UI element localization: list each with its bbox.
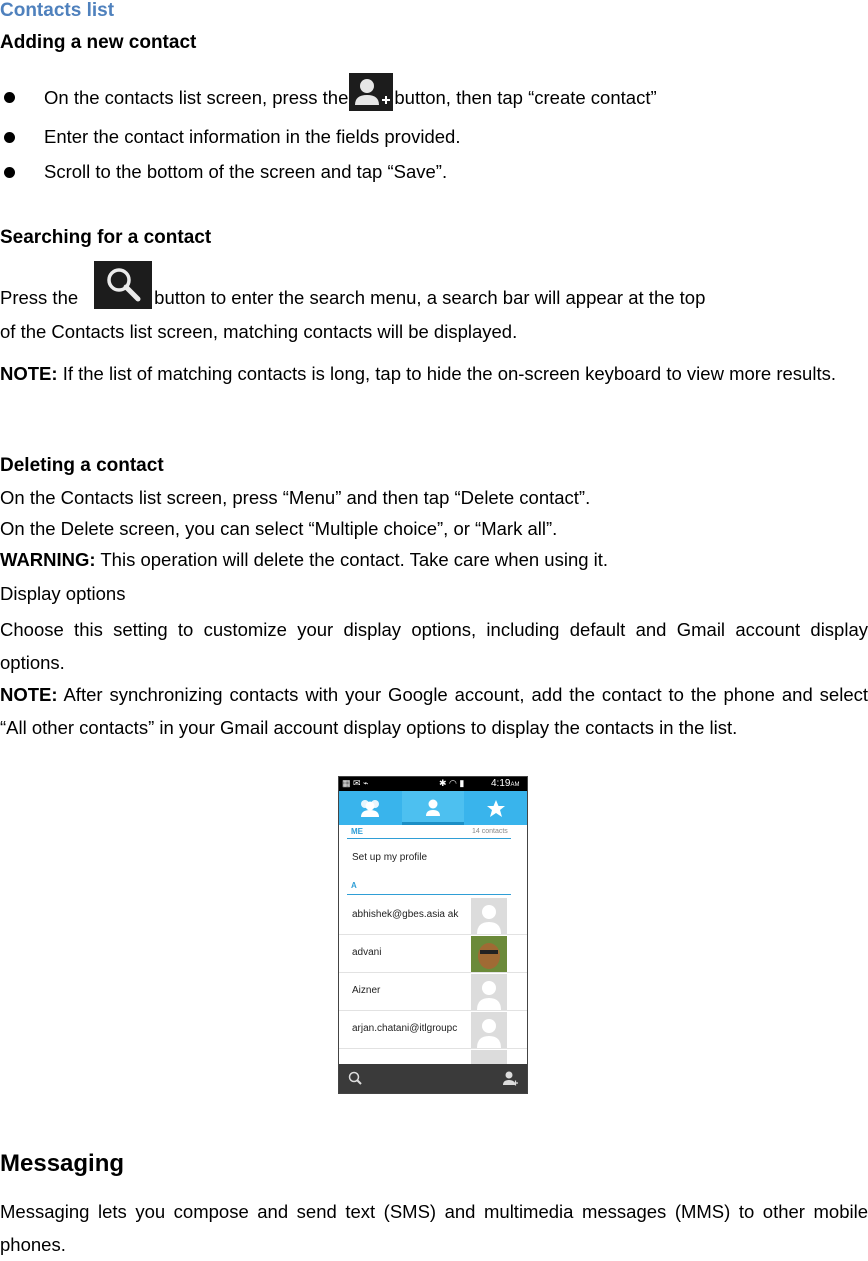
status-time: 4:19AM <box>491 778 520 789</box>
searching-line-2: of the Contacts list screen, matching contacts will be displayed. <box>0 321 518 342</box>
avatar <box>471 974 507 1010</box>
avatar-photo <box>471 936 507 972</box>
step-1-text-after: button, then tap “create contact” <box>394 87 657 108</box>
list-item[interactable] <box>339 897 527 935</box>
bottom-bar <box>339 1064 527 1093</box>
adding-heading: Adding a new contact <box>0 32 197 53</box>
phone-screenshot <box>338 776 528 1094</box>
tab-groups[interactable] <box>339 791 401 825</box>
page-title: Contacts list <box>0 0 115 21</box>
note-text: If the list of matching contacts is long, tap to hide the on-screen keyboard to view more results. <box>57 363 836 384</box>
avatar <box>471 898 507 934</box>
tab-favorites[interactable] <box>465 791 527 825</box>
bullet-dot <box>4 132 15 143</box>
searching-note <box>0 357 868 390</box>
adding-step-2: Enter the contact information in the fields provided. <box>44 126 461 147</box>
bullet-dot <box>4 92 15 103</box>
searching-text-after: button to enter the search menu, a search bar will appear at the top <box>154 287 706 308</box>
tab-contacts[interactable] <box>402 791 464 825</box>
section-a: A <box>351 881 357 890</box>
adding-step-3: Scroll to the bottom of the screen and tap “Save”. <box>44 161 448 182</box>
warning-label: WARNING: <box>0 549 96 570</box>
note-label: NOTE: <box>0 684 58 705</box>
status-icons-right: ✱ ◠ ▮ <box>439 778 465 788</box>
messaging-text: Messaging lets you compose and send text (SMS) and multimedia messages (MMS) to other mobile phones. <box>0 1201 868 1255</box>
deleting-line-1: On the Contacts list screen, press “Menu” and then tap “Delete contact”. <box>0 487 591 508</box>
adding-step-1 <box>44 87 657 111</box>
list-item[interactable] <box>339 935 527 973</box>
search-icon <box>94 261 152 309</box>
list-item[interactable] <box>339 1011 527 1049</box>
status-icons-left: ▦ ✉ ⌁ <box>342 778 369 788</box>
searching-line-1 <box>0 287 705 309</box>
searching-heading: Searching for a contact <box>0 227 212 248</box>
section-divider <box>347 838 511 839</box>
contacts-count: 14 contacts <box>472 828 508 835</box>
display-heading: Display options <box>0 583 126 604</box>
searching-text-before: Press the <box>0 287 79 308</box>
messaging-heading: Messaging <box>0 1150 125 1177</box>
deleting-line-2: On the Delete screen, you can select “Multiple choice”, or “Mark all”. <box>0 518 558 539</box>
add-contact-icon[interactable] <box>503 1072 518 1086</box>
warning-text: This operation will delete the contact. Take care when using it. <box>95 549 609 570</box>
section-divider <box>347 894 511 895</box>
status-bar <box>339 777 527 791</box>
bullet-dot <box>4 167 15 178</box>
display-text: Choose this setting to customize your display options, including default and Gmail account display options. <box>0 619 868 673</box>
note-label: NOTE: <box>0 363 58 384</box>
deleting-warning <box>0 549 608 571</box>
add-contact-icon <box>349 73 393 111</box>
list-item[interactable] <box>339 973 527 1011</box>
contact-name: abhishek@gbes.asia ak <box>352 909 459 920</box>
contact-name: Aizner <box>352 985 381 996</box>
tab-bar <box>339 791 527 825</box>
section-me: ME <box>351 827 363 836</box>
contact-name: arjan.chatani@itlgroupc <box>352 1023 458 1034</box>
search-icon[interactable] <box>350 1073 362 1085</box>
avatar <box>471 1012 507 1048</box>
display-note <box>0 678 868 744</box>
contact-name: advani <box>352 947 382 958</box>
note-text: After synchronizing contacts with your Google account, add the contact to the phone and select “All other contacts” in your Gmail account display options to display the contacts in the list. <box>0 684 868 738</box>
setup-profile[interactable]: Set up my profile <box>352 852 428 863</box>
step-1-text: On the contacts list screen, press the <box>44 87 349 108</box>
deleting-heading: Deleting a contact <box>0 455 164 476</box>
